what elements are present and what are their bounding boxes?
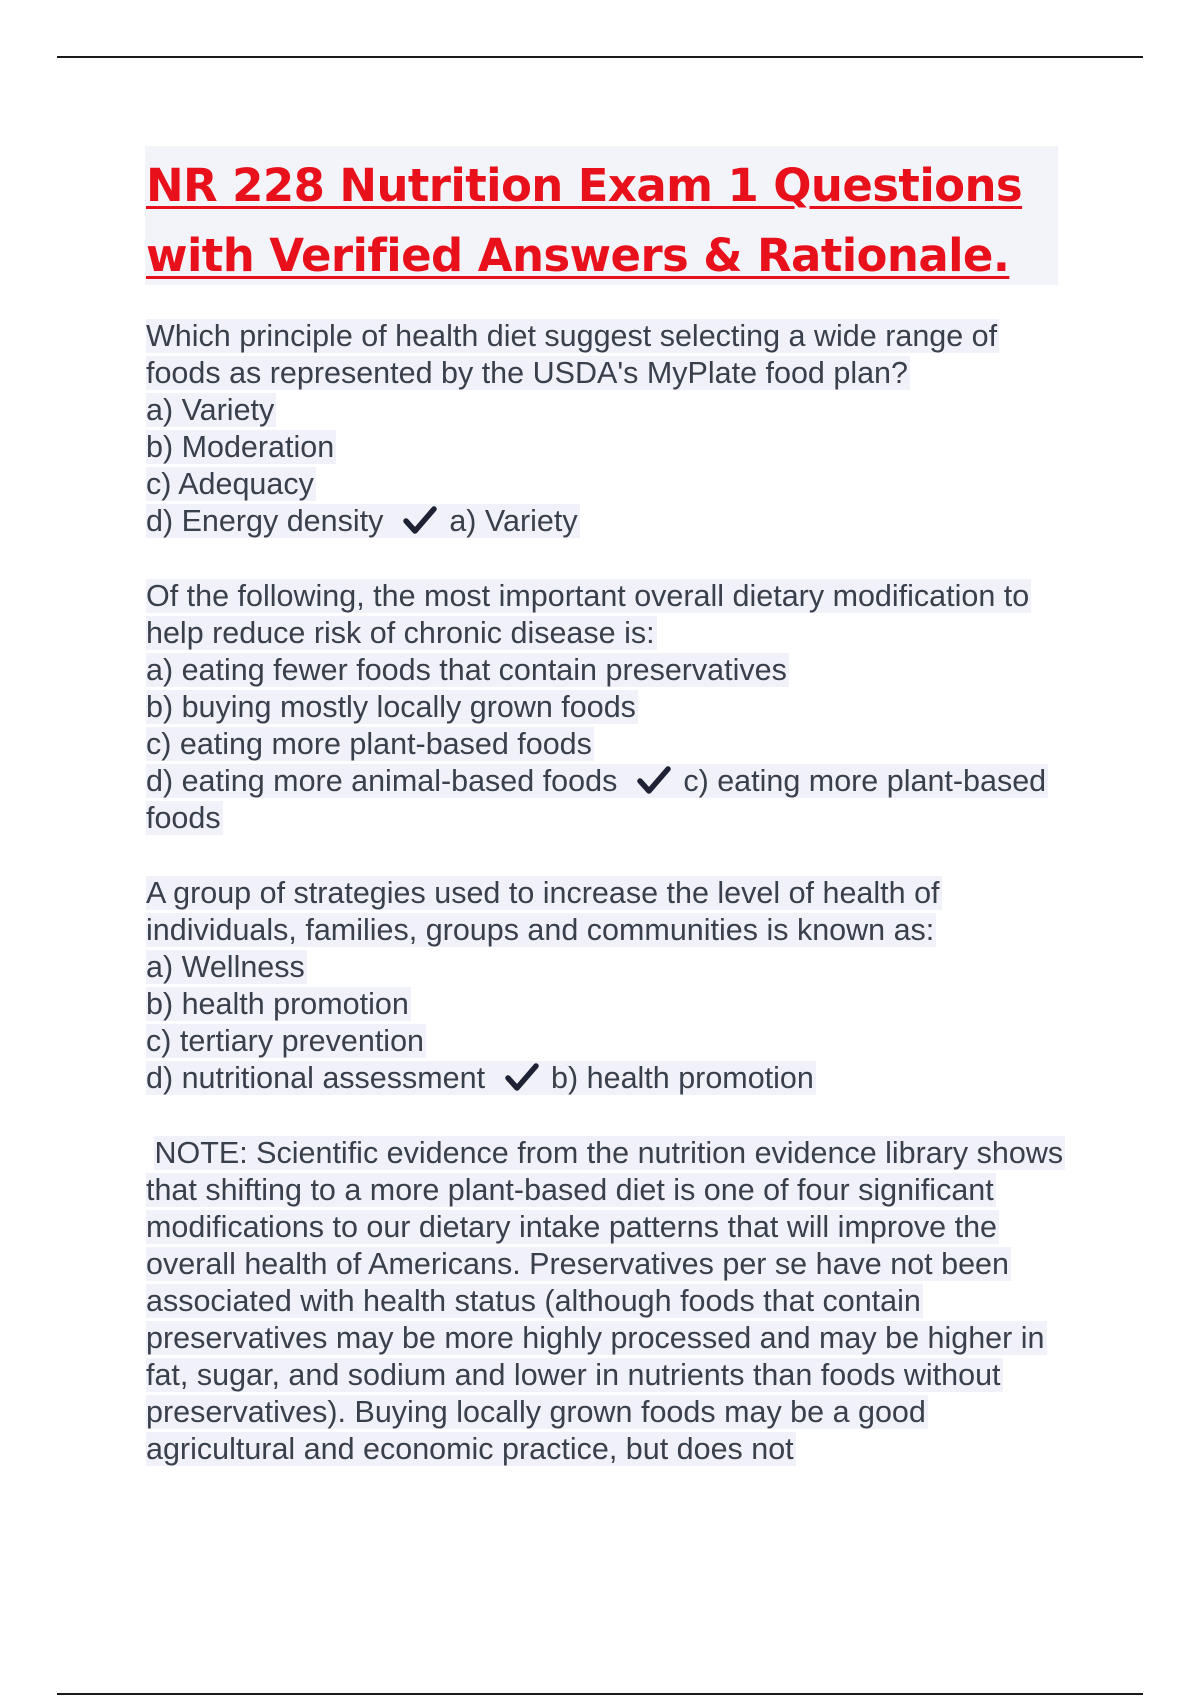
option-b: b) buying mostly locally grown foods — [146, 690, 636, 724]
option-c: c) eating more plant-based foods — [146, 727, 592, 761]
option-c: c) tertiary prevention — [146, 1024, 424, 1058]
option-d-with-answer: d) eating more animal-based foods c) eating more plant-based foods — [146, 764, 1047, 835]
question-text: Of the following, the most important overall dietary modification to help reduce risk of chronic disease is: — [146, 579, 1030, 650]
checkmark-icon — [505, 1062, 539, 1092]
bottom-rule — [57, 1693, 1143, 1695]
option-b: b) Moderation — [146, 430, 335, 464]
question-block — [146, 875, 1066, 1097]
question-block — [146, 578, 1066, 837]
option-a: a) Wellness — [146, 950, 305, 984]
option-b: b) health promotion — [146, 987, 409, 1021]
question-block — [146, 318, 1066, 540]
option-c: c) Adequacy — [146, 467, 314, 501]
option-a: a) Variety — [146, 393, 275, 427]
question-text: Which principle of health diet suggest selecting a wide range of foods as represented by the USDA's MyPlate food plan? — [146, 319, 998, 390]
page-title: NR 228 Nutrition Exam 1 Questions with Verified Answers & Rationale. — [146, 159, 1023, 282]
option-d-with-answer: d) nutritional assessment b) health promotion — [146, 1061, 814, 1095]
checkmark-icon — [403, 505, 437, 535]
answer: b) health promotion — [551, 1061, 814, 1095]
answer: a) Variety — [449, 504, 578, 538]
checkmark-icon — [637, 765, 671, 795]
option-d-with-answer: d) Energy density a) Variety — [146, 504, 578, 538]
document-body — [146, 318, 1066, 1468]
question-text: A group of strategies used to increase the level of health of individuals, families, groups and communities is known as: — [146, 876, 940, 947]
answer: c) eating more plant-based foods — [146, 764, 1047, 835]
rationale-note: NOTE: Scientific evidence from the nutrition evidence library shows that shifting to a more plant-based diet is one of four significant modifications to our dietary intake patterns that will improve the overall health of Americans. Preservatives per se have not been associated with health status (although foods that contain preservatives may be more highly processed and may be higher in fat, sugar, and sodium and lower in nutrients than foods without preservatives). Buying locally grown foods may be a good agricultural and economic practice, but does not — [146, 1136, 1064, 1466]
top-rule — [57, 56, 1143, 58]
option-a: a) eating fewer foods that contain preservatives — [146, 653, 787, 687]
